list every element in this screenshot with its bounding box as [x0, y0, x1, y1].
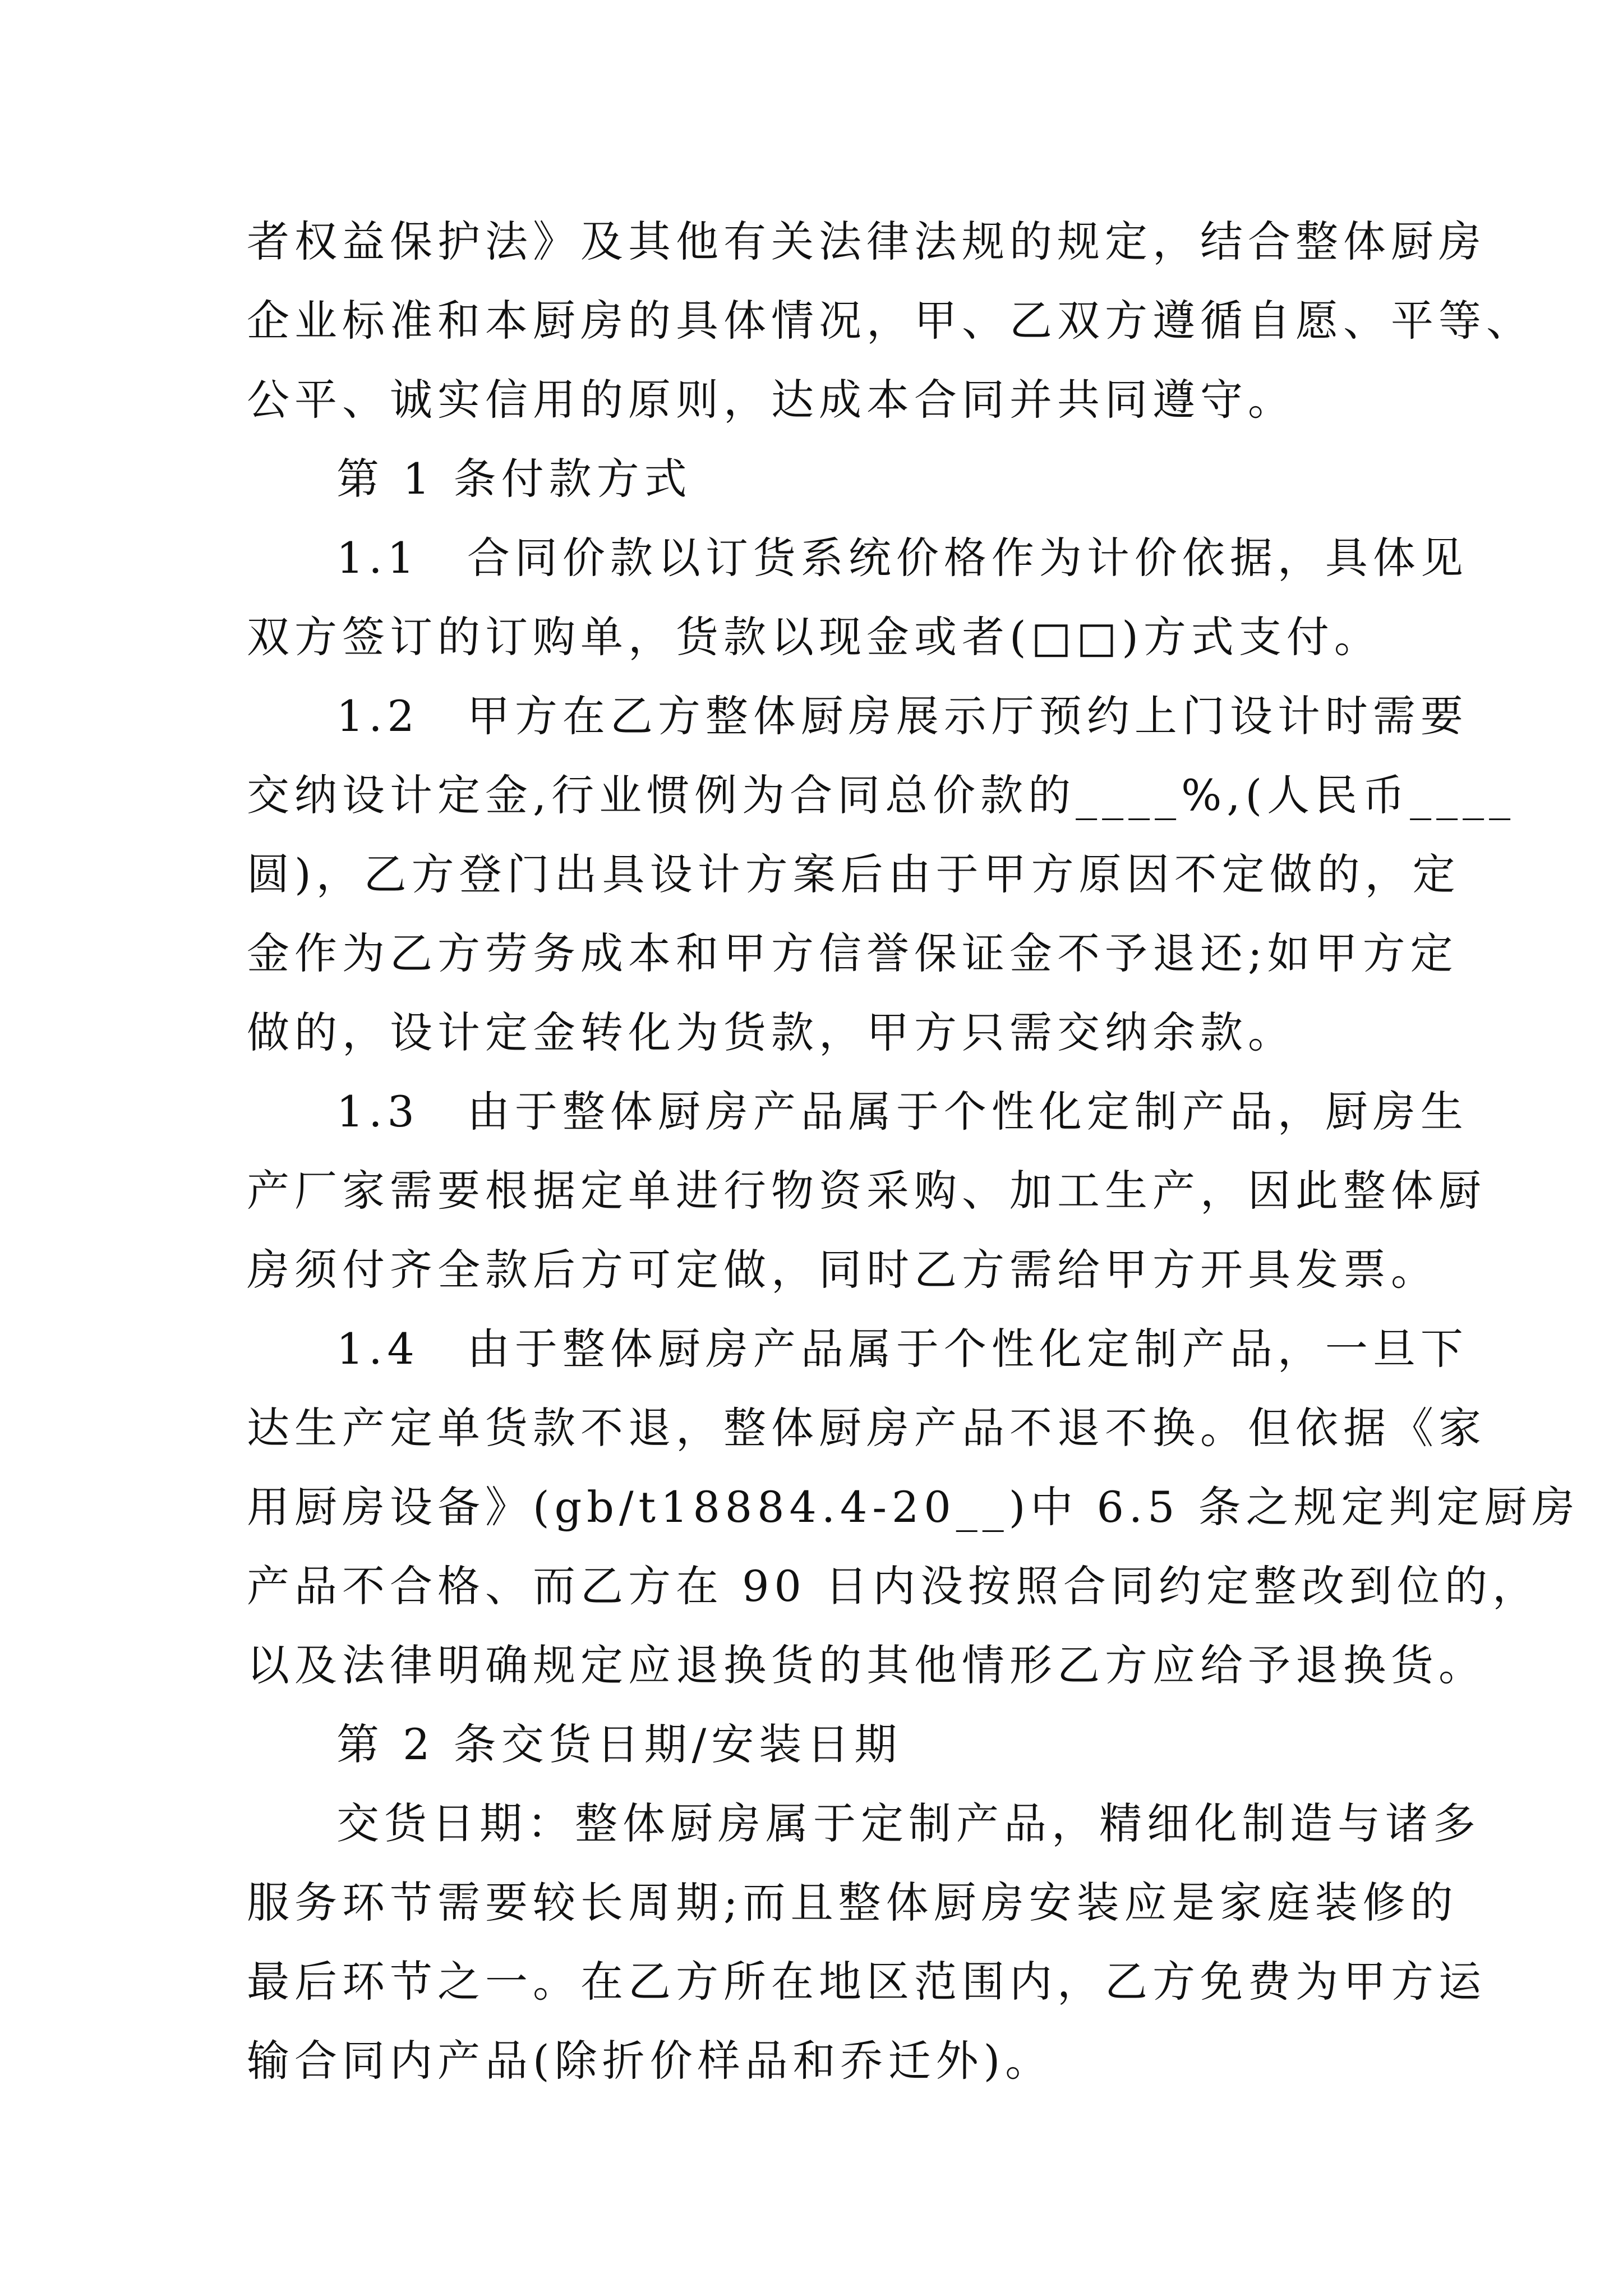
text-line: 最后环节之一。在乙方所在地区范围内，乙方免费为甲方运 [247, 1957, 1486, 2007]
text-line: 以及法律明确规定应退换货的其他情形乙方应给予退换货。 [247, 1640, 1486, 1690]
document-body [247, 202, 1580, 2100]
clause-line: 1.1 合同价款以订货系统价格作为计价依据，具体见 [336, 533, 1468, 583]
text-line: 企业标准和本厨房的具体情况，甲、乙双方遵循自愿、平等、 [247, 296, 1534, 346]
text-line: 做的，设计定金转化为货款，甲方只需交纳余款。 [247, 1007, 1295, 1057]
text-line: 产厂家需要根据定单进行物资采购、加工生产，因此整体厨 [247, 1166, 1486, 1216]
text-line: 房须付齐全款后方可定做，同时乙方需给甲方开具发票。 [247, 1245, 1438, 1295]
text-line: 达生产定单货款不退，整体厨房产品不退不换。但依据《家 [247, 1403, 1486, 1453]
section-heading: 第 2 条交货日期/安装日期 [336, 1719, 902, 1769]
text-line: 产品不合格、而乙方在 90 日内没按照合同约定整改到位的， [247, 1561, 1541, 1611]
clause-line: 1.3 由于整体厨房产品属于个性化定制产品，厨房生 [336, 1087, 1468, 1137]
clause-line: 交货日期：整体厨房属于定制产品，精细化制造与诸多 [336, 1798, 1481, 1848]
text-line: 金作为乙方劳务成本和甲方信誉保证金不予退还;如甲方定 [247, 928, 1458, 978]
clause-line: 1.4 由于整体厨房产品属于个性化定制产品，一旦下 [336, 1324, 1468, 1374]
text-line: 公平、诚实信用的原则，达成本合同并共同遵守。 [247, 375, 1295, 425]
text-line: 者权益保护法》及其他有关法律法规的规定，结合整体厨房 [247, 217, 1486, 266]
text-line: 用厨房设备》(gb/t18884.4-20__)中 6.5 条之规定判定厨房 [247, 1482, 1580, 1532]
section-heading: 第 1 条付款方式 [336, 454, 692, 504]
text-line: 双方签订的订购单，货款以现金或者(□□)方式支付。 [247, 612, 1382, 662]
text-line: 圆)，乙方登门出具设计方案后由于甲方原因不定做的，定 [247, 849, 1460, 899]
text-line: 服务环节需要较长周期;而且整体厨房安装应是家庭装修的 [247, 1878, 1458, 1927]
text-line: 输合同内产品(除折价样品和乔迁外)。 [247, 2036, 1053, 2086]
clause-line: 1.2 甲方在乙方整体厨房展示厅预约上门设计时需要 [336, 691, 1468, 741]
text-line: 交纳设计定金,行业惯例为合同总价款的____%,(人民币____ [247, 770, 1516, 820]
